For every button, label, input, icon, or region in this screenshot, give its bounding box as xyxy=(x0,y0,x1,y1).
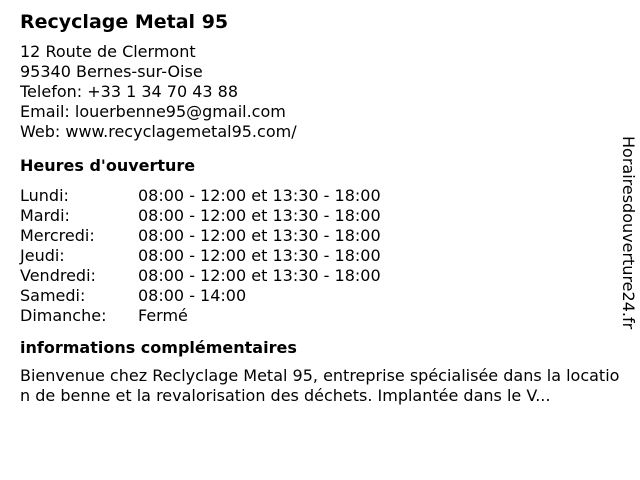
phone-number: Telefon: +33 1 34 70 43 88 xyxy=(20,82,239,101)
info-heading: informations complémentaires xyxy=(20,338,297,357)
brand-watermark: Horairesdouverture24.fr xyxy=(619,136,638,330)
day-hours: 08:00 - 12:00 et 13:30 - 18:00 xyxy=(138,266,381,285)
postal-city: 95340 Bernes-sur-Oise xyxy=(20,62,203,81)
day-hours: 08:00 - 12:00 et 13:30 - 18:00 xyxy=(138,206,381,225)
hours-row-thursday xyxy=(20,246,630,266)
day-name: Jeudi: xyxy=(20,246,65,265)
day-name: Dimanche: xyxy=(20,306,107,325)
address-block xyxy=(20,42,630,142)
day-name: Samedi: xyxy=(20,286,86,305)
day-hours: 08:00 - 12:00 et 13:30 - 18:00 xyxy=(138,226,381,245)
day-hours: 08:00 - 12:00 et 13:30 - 18:00 xyxy=(138,186,381,205)
hours-row-saturday xyxy=(20,286,630,306)
day-name: Mardi: xyxy=(20,206,70,225)
day-name: Mercredi: xyxy=(20,226,95,245)
day-name: Vendredi: xyxy=(20,266,96,285)
day-hours: Fermé xyxy=(138,306,188,325)
hours-row-tuesday xyxy=(20,206,630,226)
business-name: Recyclage Metal 95 xyxy=(20,11,229,33)
day-hours: 08:00 - 12:00 et 13:30 - 18:00 xyxy=(138,246,381,265)
business-description: Bienvenue chez Reclyclage Metal 95, entreprise spécialisée dans la location de benne et la revalorisation des déchets. Implantée dans le V... xyxy=(20,366,620,405)
email-address: Email: louerbenne95@gmail.com xyxy=(20,102,286,121)
business-card xyxy=(20,10,630,406)
hours-row-monday xyxy=(20,186,630,206)
day-name: Lundi: xyxy=(20,186,69,205)
website: Web: www.recyclagemetal95.com/ xyxy=(20,122,297,141)
hours-row-sunday xyxy=(20,306,630,326)
hours-row-friday xyxy=(20,266,630,286)
hours-table xyxy=(20,186,630,326)
hours-row-wednesday xyxy=(20,226,630,246)
day-hours: 08:00 - 14:00 xyxy=(138,286,247,305)
street-address: 12 Route de Clermont xyxy=(20,42,196,61)
hours-heading: Heures d'ouverture xyxy=(20,156,196,175)
